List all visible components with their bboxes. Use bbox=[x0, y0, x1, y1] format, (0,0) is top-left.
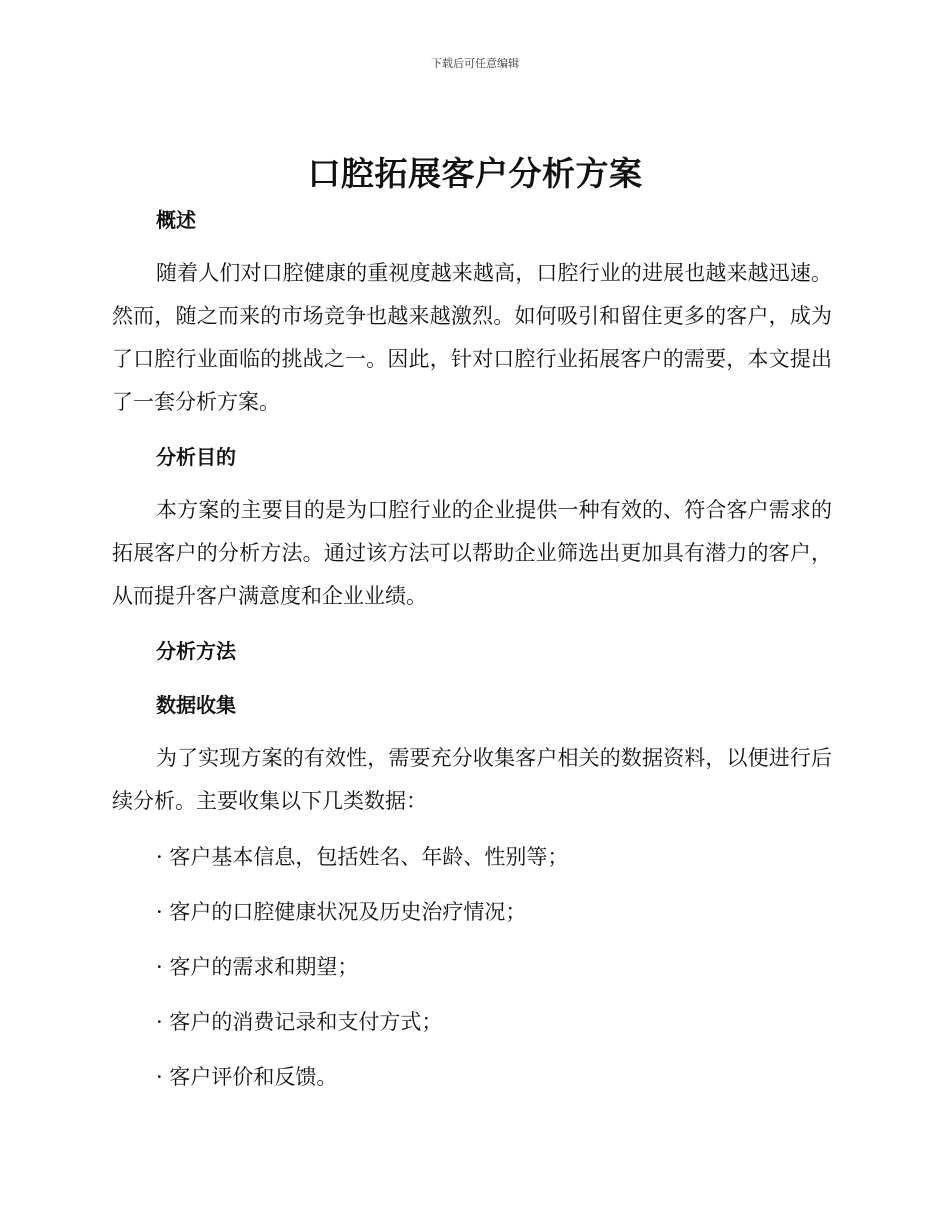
heading-purpose: 分析目的 bbox=[156, 445, 236, 469]
bullet-item-consumption: · 客户的消费记录和支付方式； bbox=[156, 1010, 443, 1034]
paragraph-data-collection: 为了实现方案的有效性，需要充分收集客户相关的数据资料，以便进行后续分析。主要收集以下几类数据： bbox=[112, 746, 832, 813]
page-header-note: 下载后可任意编辑 bbox=[431, 57, 519, 70]
bullet-item-needs: · 客户的需求和期望； bbox=[156, 955, 359, 979]
document-title: 口腔拓展客户分析方案 bbox=[307, 154, 643, 193]
heading-overview: 概述 bbox=[156, 208, 196, 232]
bullet-item-basic-info: · 客户基本信息，包括姓名、年龄、性别等； bbox=[156, 845, 569, 869]
heading-method: 分析方法 bbox=[156, 639, 236, 663]
paragraph-overview: 随着人们对口腔健康的重视度越来越高，口腔行业的进展也越来越迅速。然而，随之而来的市场竞争也越来越激烈。如何吸引和留住更多的客户，成为了口腔行业面临的挑战之一。因此，针对口腔行业拓展客户的需要，本文提出了一套分析方案。 bbox=[112, 261, 832, 414]
bullet-item-feedback: · 客户评价和反馈。 bbox=[156, 1065, 338, 1089]
bullet-item-oral-health: · 客户的口腔健康状况及历史治疗情况； bbox=[156, 900, 527, 924]
heading-data-collection: 数据收集 bbox=[156, 693, 236, 717]
paragraph-purpose: 本方案的主要目的是为口腔行业的企业提供一种有效的、符合客户需求的拓展客户的分析方法。通过该方法可以帮助企业筛选出更加具有潜力的客户，从而提升客户满意度和企业业绩。 bbox=[112, 498, 832, 608]
